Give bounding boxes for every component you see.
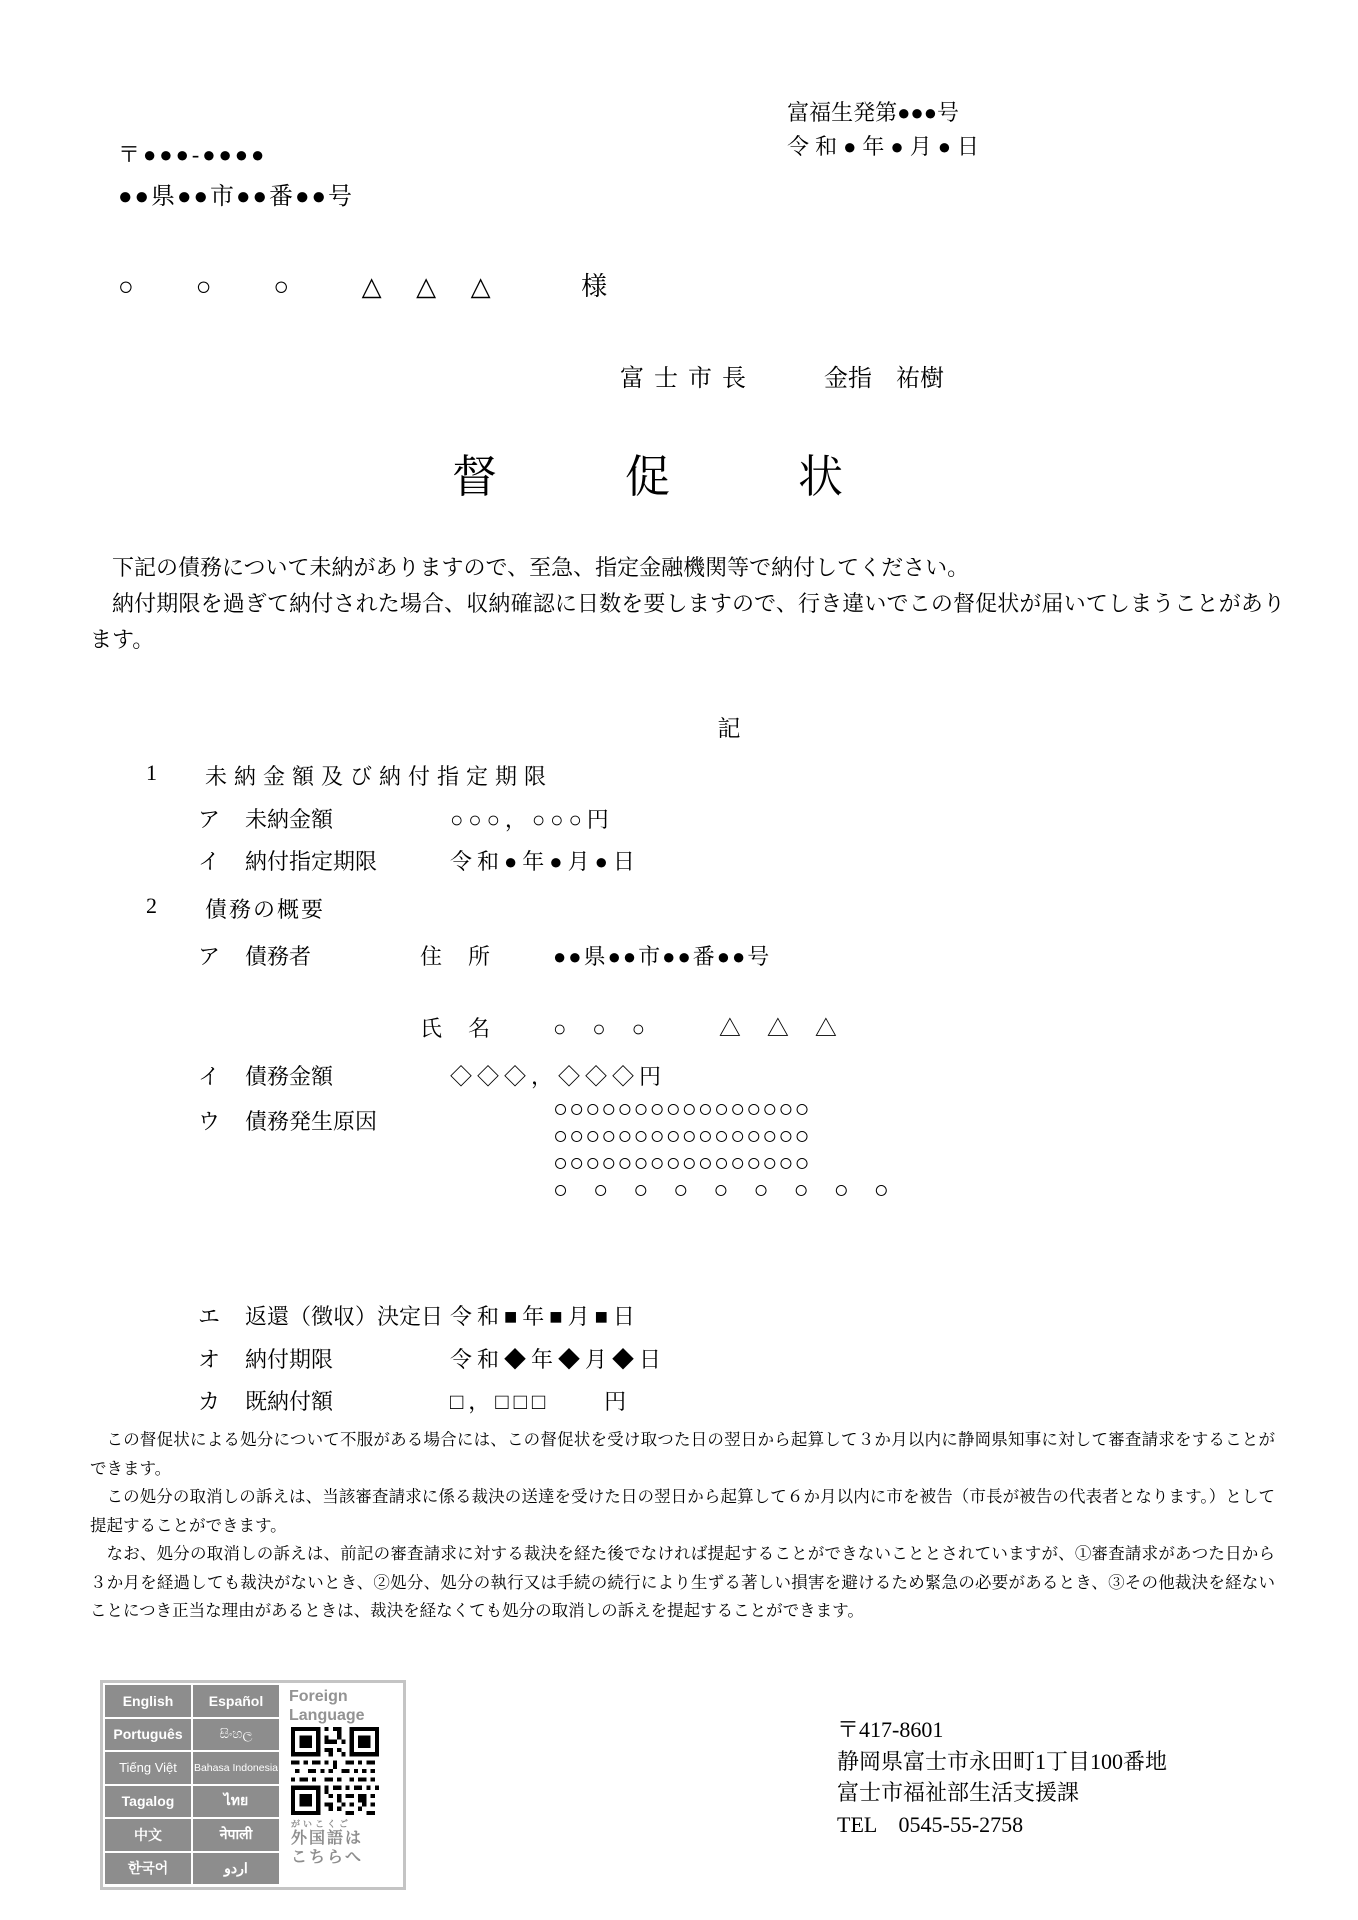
language-cell-english: English <box>105 1685 191 1717</box>
sender-title: 富士市長 <box>620 366 756 392</box>
item-value: □，□□□ 円 <box>450 1389 632 1414</box>
foreign-label-line2: Language <box>289 1707 365 1724</box>
legal-notes <box>90 1426 1275 1626</box>
language-cell-portuguese: Português <box>105 1719 191 1751</box>
debtor-address-label: 住 所 <box>420 944 493 969</box>
section2-heading: 債務の概要 <box>205 897 326 922</box>
item-value: 令和◆年◆月◆日 <box>450 1347 667 1372</box>
office-address: 静岡県富士市永田町1丁目100番地 <box>837 1748 1168 1774</box>
item-label: 債務金額 <box>245 1064 334 1089</box>
document-header <box>787 96 985 164</box>
cause-line: ○○○○○○○○○○○○○○○○ <box>553 1123 811 1150</box>
item-kana: オ <box>198 1347 221 1372</box>
document-number: 富福生発第●●●号 <box>787 100 959 125</box>
foreign-label-line1: Foreign <box>289 1688 348 1705</box>
section1-heading: 未納金額及び納付指定期限 <box>205 764 554 789</box>
legal-note-1: この督促状による処分について不服がある場合には、この督促状を受け取つた日の翌日から起算して３か月以内に静岡県知事に対して審査請求をすることができます。 <box>90 1430 1275 1478</box>
foreign-language-label <box>289 1687 365 1725</box>
section1-number: 1 <box>146 760 157 785</box>
section2-number: 2 <box>146 893 157 918</box>
language-cell-vietnamese: Tiếng Việt <box>105 1752 191 1784</box>
item-kana: ウ <box>198 1109 221 1134</box>
item-label: 納付指定期限 <box>245 849 378 874</box>
document-title: 督促状 <box>452 452 972 502</box>
item-label: 既納付額 <box>245 1389 334 1414</box>
ki-mark: 記 <box>717 716 741 741</box>
item-kana: エ <box>198 1304 221 1329</box>
item-kana: イ <box>198 1064 221 1089</box>
item-value: 令和●年●月●日 <box>450 849 640 874</box>
debt-cause-placeholder <box>553 1096 889 1204</box>
language-cell-urdu: اردو <box>193 1853 279 1885</box>
cause-line: ○○○○○○○○○○○○○○○○ <box>553 1096 811 1123</box>
item-label: 返還（徴収）決定日 <box>245 1304 444 1329</box>
recipient-name-triangles: △ △ △ <box>361 272 505 301</box>
item-label: 債務発生原因 <box>245 1109 378 1134</box>
language-cell-tagalog: Tagalog <box>105 1786 191 1818</box>
intro-paragraph-2: 納付期限を過ぎて納付された場合、収納確認に日数を要しますので、行き違いでこの督促状が届いてしまうことがあります。 <box>90 591 1285 652</box>
qr-caption-line2: こちらへ <box>291 1849 364 1866</box>
cause-line: ○○○○○○○○○○○○○○○○ <box>553 1150 811 1177</box>
language-table <box>103 1683 281 1887</box>
honorific: 様 <box>581 272 608 301</box>
item-value: 令和■年■月■日 <box>450 1304 640 1329</box>
debtor-address-value: ●●県●●市●●番●●号 <box>553 944 772 969</box>
item-value: ○○○，○○○円 <box>450 807 614 832</box>
recipient-address: ●●県●●市●●番●●号 <box>118 184 354 210</box>
language-cell-nepali: नेपाली <box>193 1819 279 1851</box>
item-kana: ア <box>198 944 221 969</box>
qr-caption-furigana: がいこくご <box>291 1819 352 1829</box>
recipient-name-line <box>118 266 607 303</box>
language-cell-indonesian: Bahasa Indonesia <box>193 1752 279 1784</box>
qr-panel <box>281 1683 403 1887</box>
foreign-language-widget <box>100 1680 406 1890</box>
language-cell-chinese: 中文 <box>105 1819 191 1851</box>
recipient-name-circles: ○ ○ ○ <box>118 272 308 301</box>
item-label: 債務者 <box>245 944 312 969</box>
intro-paragraphs <box>90 550 1285 658</box>
language-cell-thai: ไทย <box>193 1786 279 1818</box>
legal-note-3: なお、処分の取消しの訴えは、前記の審査請求に対する裁決を経た後でなければ提起することができないこととされていますが、①審査請求があつた日から３か月を経過しても裁決がないとき、②処分、処分の執行又は手続の続行により生ずる著しい損害を避けるため緊急の必要があるとき、③その他裁決を経ないことにつき正当な理由があるときは、裁決を経なくても処分の取消しの訴えを提起することができます。 <box>90 1544 1275 1620</box>
item-label: 納付期限 <box>245 1347 334 1372</box>
item-value: ◇◇◇，◇◇◇円 <box>450 1064 667 1089</box>
sender-name: 金指 祐樹 <box>824 366 944 392</box>
sender-line <box>620 358 944 393</box>
office-telephone: TEL 0545-55-2758 <box>837 1811 1024 1837</box>
qr-code <box>291 1727 379 1815</box>
cause-line: ○ ○ ○ ○ ○ ○ ○ ○ ○ <box>553 1177 889 1204</box>
debtor-name-value: ○ ○ ○ △ △ △ <box>553 1016 839 1041</box>
issue-date: 令和●年●月●日 <box>787 134 985 159</box>
intro-paragraph-1: 下記の債務について未納がありますので、至急、指定金融機関等で納付してください。 <box>112 555 970 580</box>
language-cell-korean: 한국어 <box>105 1853 191 1885</box>
qr-caption-line1: 外国語は <box>291 1830 364 1847</box>
office-contact-block <box>837 1714 1167 1840</box>
language-cell-spanish: Español <box>193 1685 279 1717</box>
item-label: 未納金額 <box>245 807 334 832</box>
legal-note-2: この処分の取消しの訴えは、当該審査請求に係る裁決の送達を受けた日の翌日から起算して６か月以内に市を被告（市長が被告の代表者となります。）として提起することができます。 <box>90 1487 1275 1535</box>
qr-caption <box>291 1819 363 1867</box>
item-kana: イ <box>198 849 221 874</box>
item-kana: ア <box>198 807 221 832</box>
office-department: 富士市福祉部生活支援課 <box>837 1780 1080 1805</box>
recipient-postal-code: 〒●●●-●●●● <box>118 142 268 167</box>
debtor-name-label: 氏 名 <box>420 1016 493 1041</box>
office-postal-code: 〒417-8601 <box>837 1717 944 1742</box>
language-cell-sinhala: සිංහල <box>193 1719 279 1751</box>
item-kana: カ <box>198 1389 221 1414</box>
